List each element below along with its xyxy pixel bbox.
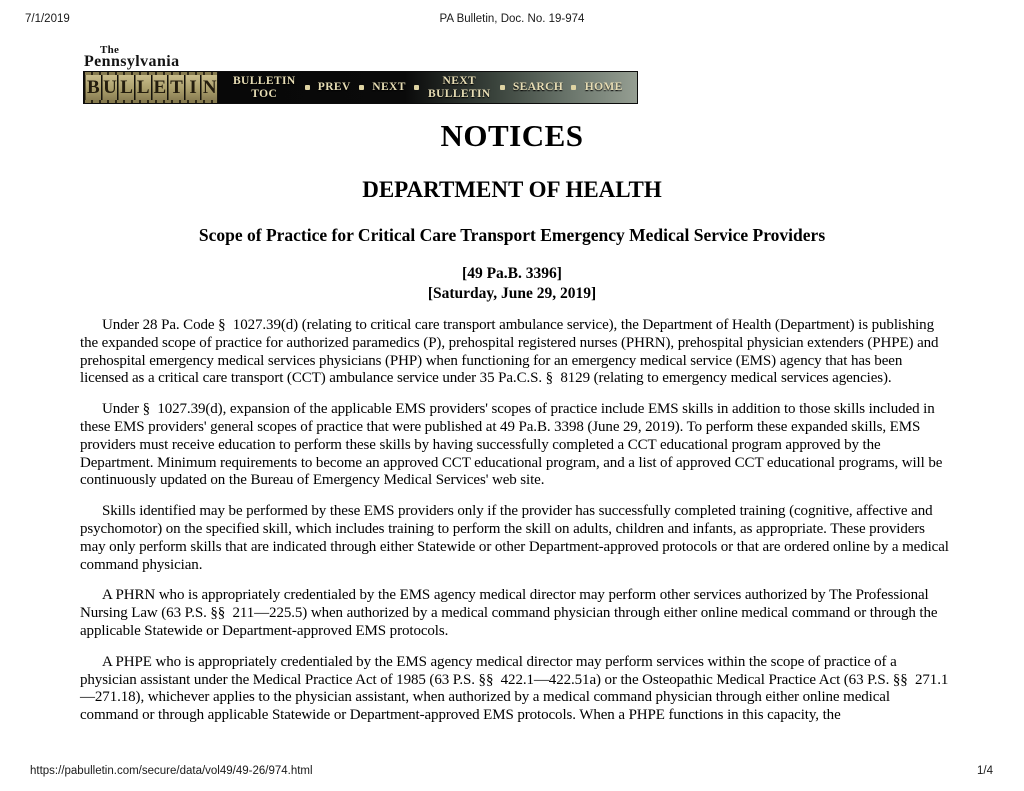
subject-title: Scope of Practice for Critical Care Transport Emergency Medical Service Providers <box>198 225 826 245</box>
agency-title: DEPARTMENT OF HEALTH <box>362 177 662 202</box>
section-title: NOTICES <box>440 118 584 153</box>
bulletin-logo <box>84 72 218 103</box>
nav-separator-dot <box>305 85 310 90</box>
nav-separator-dot <box>500 85 505 90</box>
logo-letter-tile: I <box>185 75 201 100</box>
masthead-pretitle-pennsylvania: Pennsylvania <box>84 53 180 70</box>
print-date: 7/1/2019 <box>25 13 70 25</box>
logo-letter-tile: T <box>168 75 184 100</box>
body-paragraph: Under § 1027.39(d), expansion of the applicable EMS providers' scopes of practice include EMS skills in addition to those skills included in these EMS providers' general scopes of practice that were published at 49 Pa.B. 3398 (June 29, 2019). To perform these expanded skills, EMS providers must receive education to perform these skills by having successfully completed a CCT educational program approved by the Department. Minimum requirements to become an approved CCT educational program, and a list of approved CCT educational programs, will be continuously updated on the Bureau of Emergency Medical Services' web site. <box>80 401 946 489</box>
citation-number: [49 Pa.B. 3396] <box>462 265 562 282</box>
body-paragraph: A PHPE who is appropriately credentialed by the EMS agency medical director may perform services within the scope of practice of a physician assistant under the Medical Practice Act of 1985 (63 P.S. §§ 422.1—422.51a) or the Osteopathic Medical Practice Act (63 P.S. §§ 271.1—271.18), whichever applies to the physician assistant, when authorized by a medical command physician through either online medical command or through applicable Statewide or Department-approved EMS protocols. When a PHPE functions in this capacity, the <box>80 653 949 724</box>
logo-letter-tile: L <box>135 75 151 100</box>
bulletin-navbar <box>84 72 637 103</box>
citation-block <box>0 264 1024 303</box>
logo-letter-tile: N <box>201 75 217 100</box>
print-footer-url: https://pabulletin.com/secure/data/vol49/49-26/974.html <box>30 765 313 777</box>
nav-separator-dot <box>414 85 419 90</box>
body-paragraph: Skills identified may be performed by these EMS providers only if the provider has successfully completed training (cognitive, affective and psychomotor) on the specified skill, which includes training to perform the skill on adults, children and infants, as appropriate. These providers may only perform skills that are indicated through either Statewide or other Department-approved protocols or that are ordered online by a medical command physician. <box>80 503 953 573</box>
bulletin-nav-links <box>218 72 637 103</box>
nav-link-next-bulletin[interactable]: NEXT BULLETIN <box>428 75 491 100</box>
article-body <box>80 317 953 725</box>
print-footer <box>30 765 993 777</box>
masthead-pretitle-the: The <box>100 44 120 56</box>
nav-separator-dot <box>571 85 576 90</box>
print-header <box>25 13 999 25</box>
print-footer-page-indicator: 1/4 <box>977 765 993 777</box>
nav-link-bulletin-toc[interactable]: BULLETIN TOC <box>232 75 296 100</box>
nav-separator-dot <box>359 85 364 90</box>
nav-link-prev[interactable]: PREV <box>317 81 351 94</box>
print-doc-title: PA Bulletin, Doc. No. 19-974 <box>439 13 585 25</box>
logo-letter-tile: L <box>118 75 134 100</box>
article <box>0 100 1024 725</box>
body-paragraph: Under 28 Pa. Code § 1027.39(d) (relating to critical care transport ambulance service), the Department of Health (Department) is publishing the expanded scope of practice for authorized paramedics (P), prehospital registered nurses (PHRN), prehospital physician extenders (PHPE) and prehospital emergency medical services physicians (PHP) when functioning for an emergency medical service (EMS) agency that has been licensed as a critical care transport (CCT) ambulance service under 35 Pa.C.S. § 8129 (relating to emergency medical services agencies). <box>80 317 943 387</box>
nav-link-search[interactable]: SEARCH <box>512 81 564 94</box>
masthead <box>84 44 637 103</box>
logo-letter-tile: U <box>102 75 118 100</box>
citation-date: [Saturday, June 29, 2019] <box>427 284 597 302</box>
logo-letter-tile: B <box>85 75 101 100</box>
body-paragraph: A PHRN who is appropriately credentialed by the EMS agency medical director may perform other services authorized by The Professional Nursing Law (63 P.S. §§ 211—225.5) when authorized by a medical command physician through either online medical command or through the applicable Statewide or Department-approved EMS protocols. <box>80 587 942 639</box>
nav-link-next[interactable]: NEXT <box>372 81 406 94</box>
logo-letter-tile: E <box>152 75 168 100</box>
nav-link-home[interactable]: HOME <box>584 81 623 94</box>
print-header-spacer <box>584 13 999 25</box>
